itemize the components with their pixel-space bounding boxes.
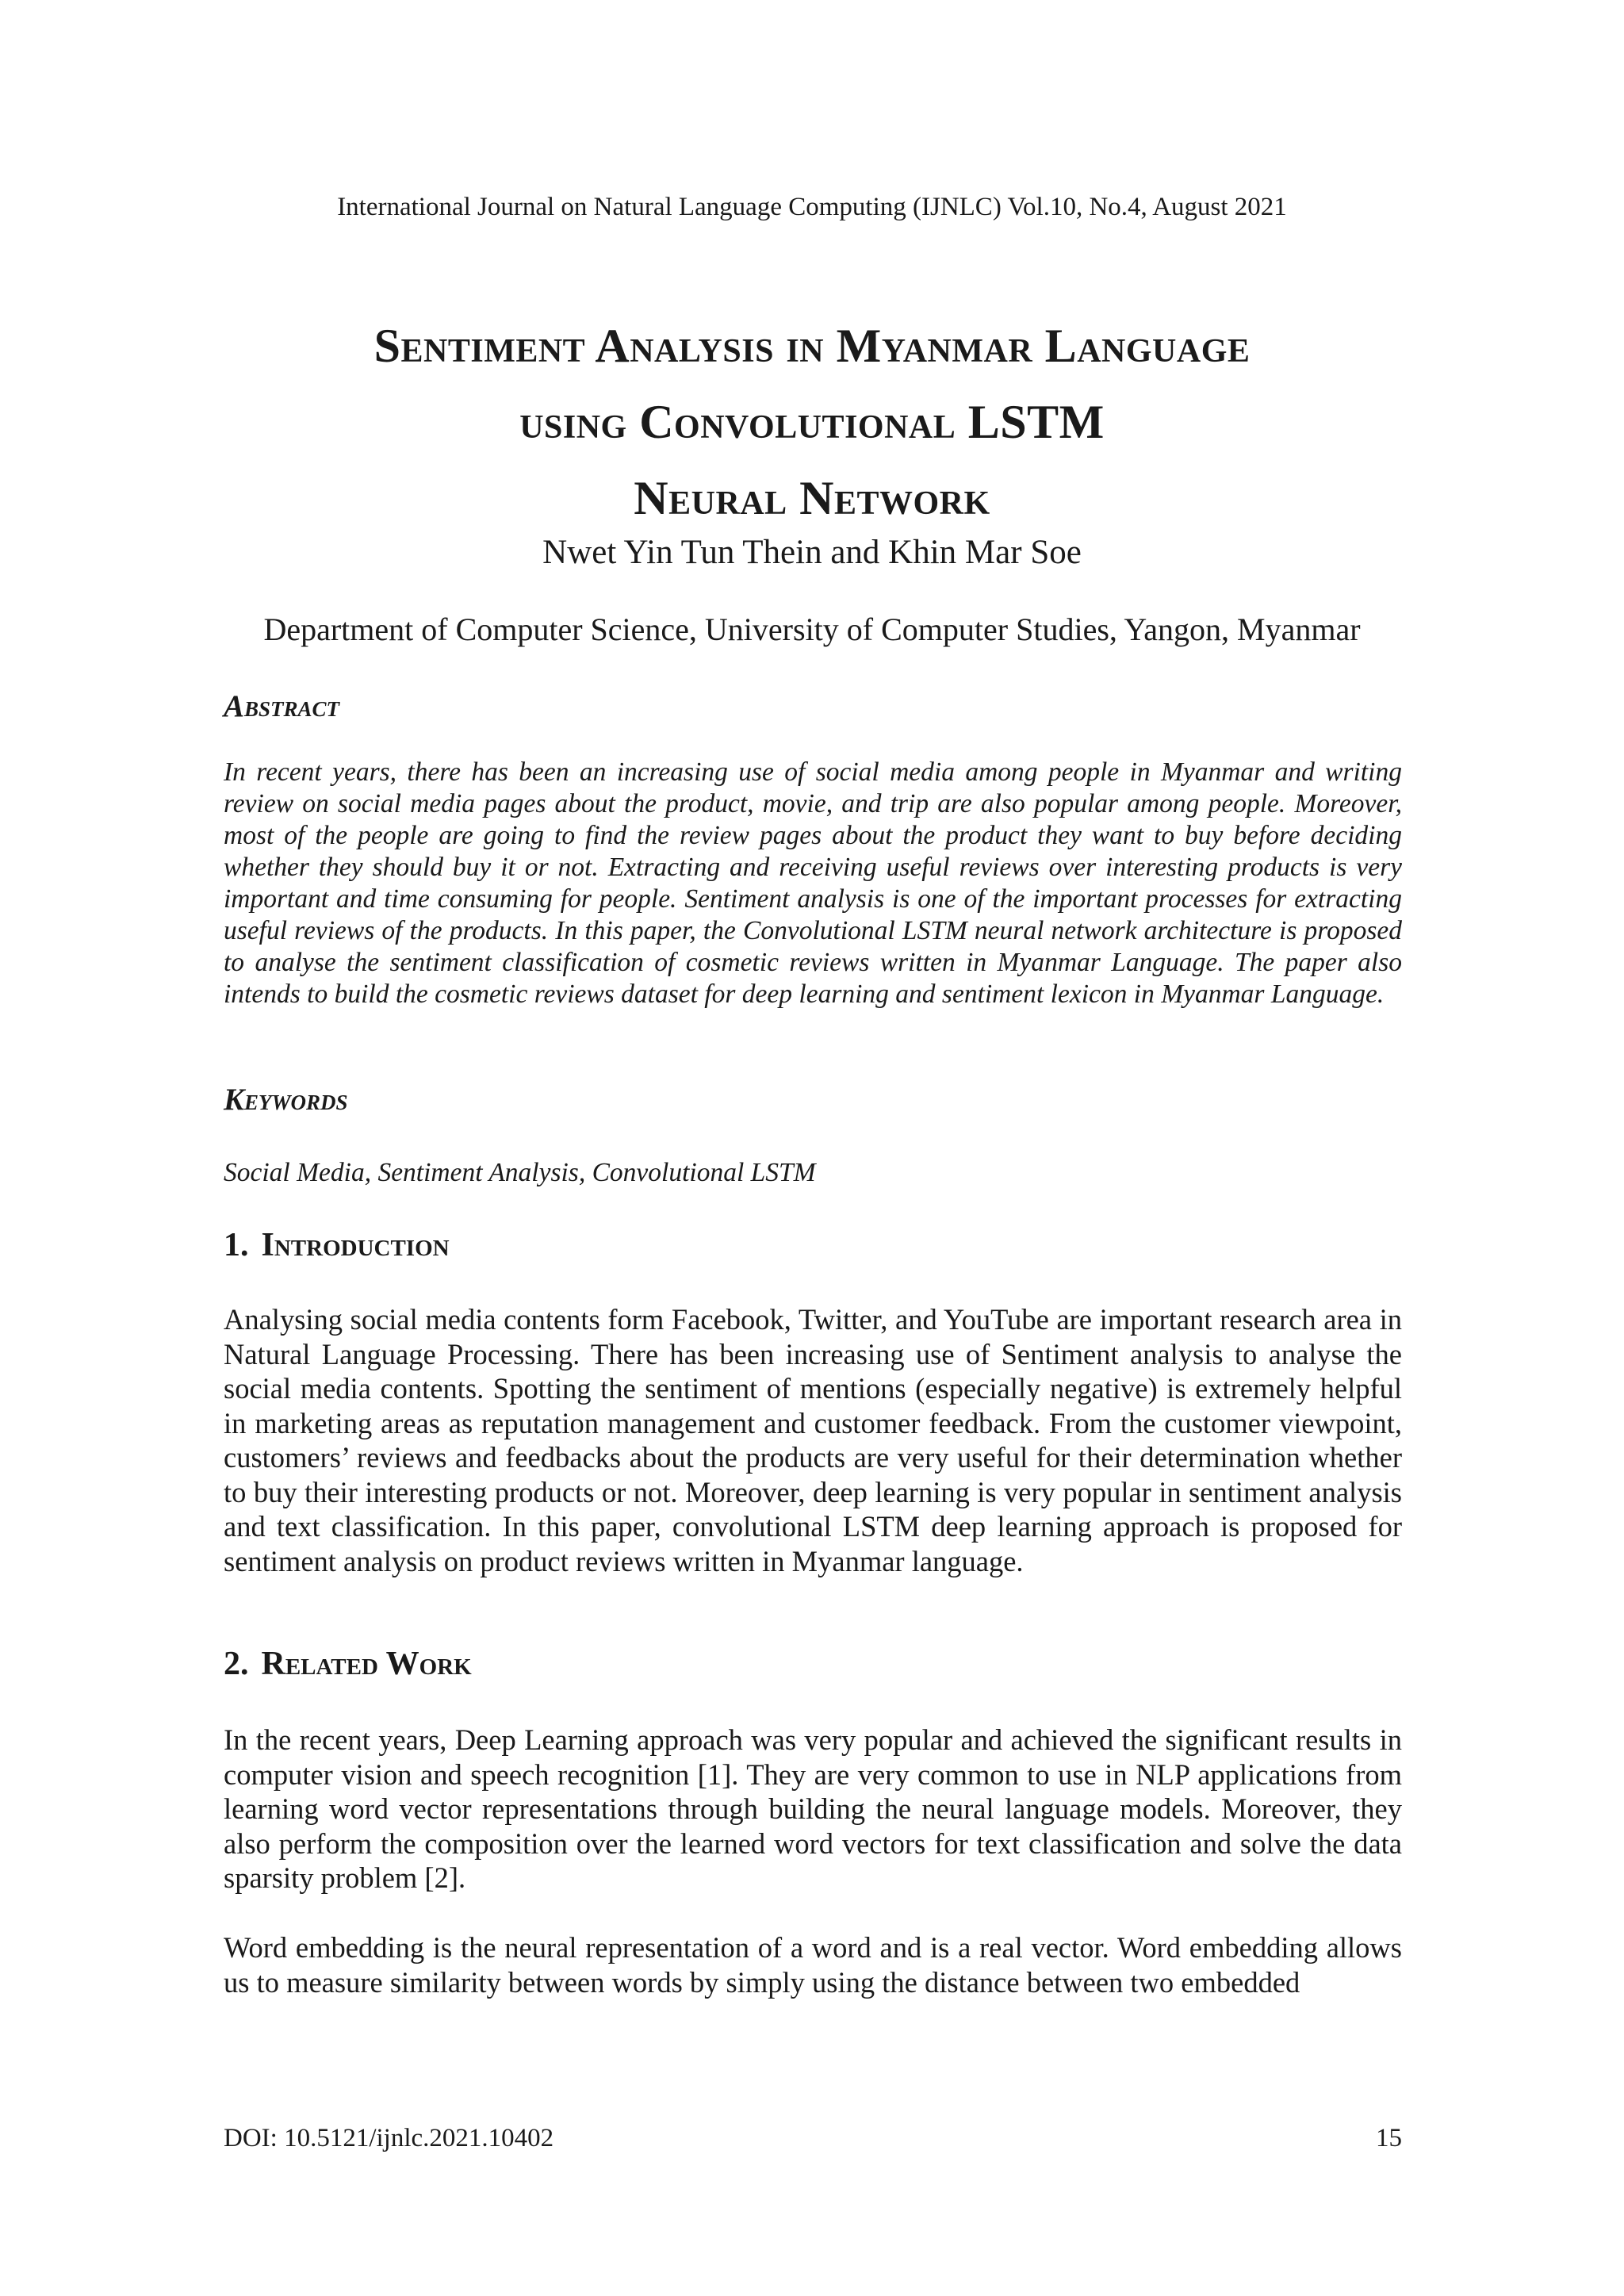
- abstract-heading: Abstract: [224, 689, 340, 723]
- keywords-list: Social Media, Sentiment Analysis, Convolutional LSTM: [224, 1158, 816, 1187]
- section-heading-related-work: [224, 1645, 472, 1683]
- keywords-heading: Keywords: [224, 1083, 348, 1117]
- page-number: 15: [1376, 2124, 1402, 2152]
- section-title: Related Work: [261, 1646, 472, 1682]
- related-work-paragraph-2: Word embedding is the neural representation of a word and is a real vector. Word embedding allows us to measure similarity between words by simply using the distance between two embedded: [224, 1931, 1402, 1999]
- author-affiliation: Department of Computer Science, University of Computer Studies, Yangon, Myanmar: [263, 611, 1361, 647]
- abstract-body: In recent years, there has been an increasing use of social media among people in Myanmar and writing review on social media pages about the product, movie, and trip are also popular among people. Moreover, most of the people are going to find the review pages about the product they want to buy before deciding whether they should buy it or not. Extracting and receiving useful reviews over interesting products is very important and time consuming for people. Sentiment analysis is one of the important processes for extracting useful reviews of the products. In this paper, the Convolutional LSTM neural network architecture is proposed to analyse the sentiment classification of cosmetic reviews written in Myanmar Language. The paper also intends to build the cosmetic reviews dataset for deep learning and sentiment lexicon in Myanmar Language.: [224, 757, 1402, 1009]
- section-title: Introduction: [261, 1227, 450, 1263]
- paper-title: [159, 308, 1465, 536]
- footer-doi: DOI: 10.5121/ijnlc.2021.10402: [224, 2124, 554, 2152]
- title-line: Neural Network: [634, 472, 990, 524]
- title-line: using Convolutional LSTM: [519, 396, 1105, 448]
- journal-running-header: International Journal on Natural Language Computing (IJNLC) Vol.10, No.4, August 2021: [337, 193, 1287, 221]
- related-work-paragraph-1: In the recent years, Deep Learning approach was very popular and achieved the significant results in computer vision and speech recognition [1]. They are very common to use in NLP applications from learning word vector representations through building the neural language models. Moreover, they also perform the composition over the learned word vectors for text classification and solve the data sparsity problem [2].: [224, 1723, 1402, 1894]
- section-heading-introduction: [224, 1226, 450, 1264]
- introduction-paragraph: Analysing social media contents form Facebook, Twitter, and YouTube are important research area in Natural Language Processing. There has been increasing use of Sentiment analysis to analyse the social media contents. Spotting the sentiment of mentions (especially negative) is extremely helpful in marketing areas as reputation management and customer feedback. From the customer viewpoint, customers’ reviews and feedbacks about the products are very useful for their determination whether to buy their interesting products or not. Moreover, deep learning is very popular in sentiment analysis and text classification. In this paper, convolutional LSTM deep learning approach is proposed for sentiment analysis on product reviews written in Myanmar language.: [224, 1303, 1402, 1577]
- title-line: Sentiment Analysis in Myanmar Language: [373, 320, 1251, 372]
- section-number: 1.: [224, 1227, 249, 1263]
- section-number: 2.: [224, 1646, 249, 1682]
- author-list: Nwet Yin Tun Thein and Khin Mar Soe: [542, 534, 1082, 571]
